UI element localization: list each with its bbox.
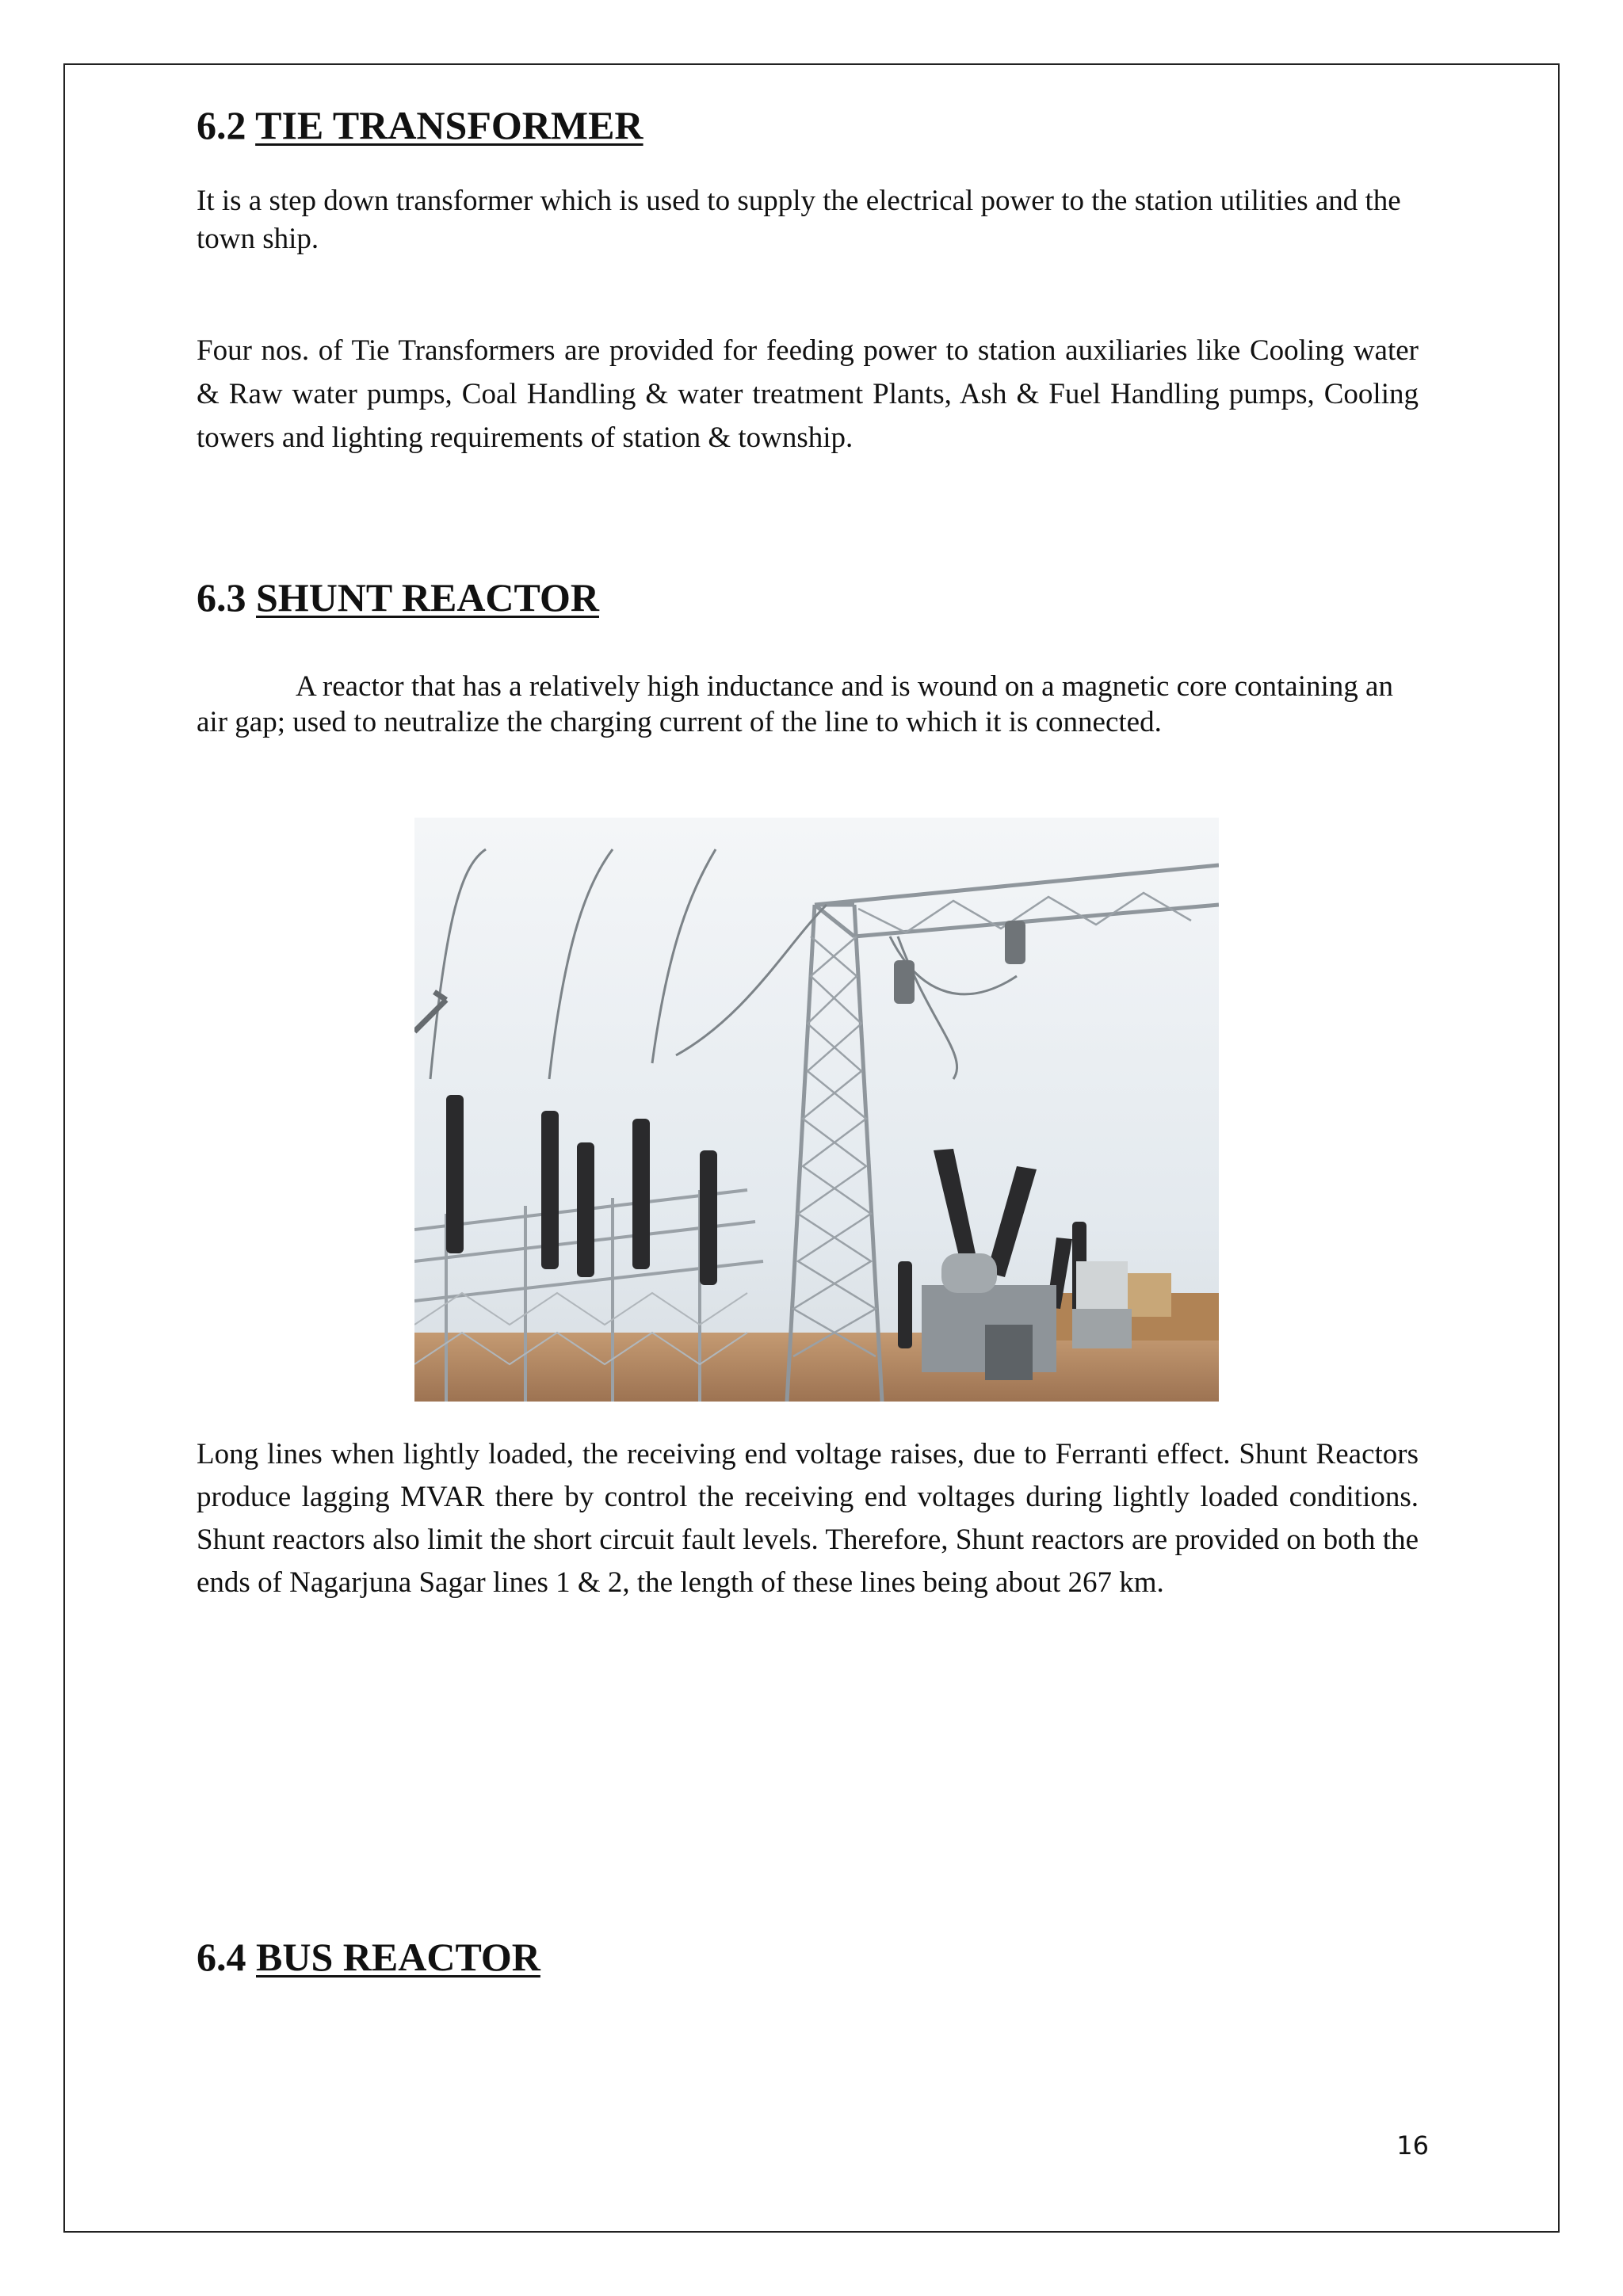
section-heading-6-2 [197, 101, 643, 149]
paragraph: A reactor that has a relatively high inductance and is wound on a magnetic core containing an air gap; used to neutralize the charging current of the line to which it is connected. [197, 670, 1393, 738]
section-number: 6.4 [197, 1935, 246, 1979]
section-title: TIE TRANSFORMER [255, 103, 643, 147]
section-number: 6.3 [197, 575, 246, 620]
paragraph: It is a step down transformer which is used to supply the electrical power to the station utilities and the town ship. [197, 185, 1401, 255]
substation-photo [414, 818, 1219, 1402]
section-heading-6-4 [197, 1933, 540, 1981]
page-number: 16 [1396, 2130, 1429, 2161]
section-heading-6-3 [197, 574, 599, 621]
section-title: SHUNT REACTOR [256, 575, 599, 620]
paragraph: Long lines when lightly loaded, the receiving end voltage raises, due to Ferranti effect. Shunt Reactors produce lagging MVAR there by control the receiving end voltages during lightly loaded conditions. Shunt reactors also limit the short circuit fault levels. Therefore, Shunt reactors are provided on both the ends of Nagarjuna Sagar lines 1 & 2, the length of these lines being about 267 km. [197, 1438, 1419, 1599]
section-number: 6.2 [197, 103, 246, 147]
section-title: BUS REACTOR [256, 1935, 540, 1979]
paragraph: Four nos. of Tie Transformers are provided for feeding power to station auxiliaries like Cooling water & Raw water pumps, Coal Handling & water treatment Plants, Ash & Fuel Handling pumps, Cooling towers and lighting requirements of station & township. [197, 334, 1419, 454]
